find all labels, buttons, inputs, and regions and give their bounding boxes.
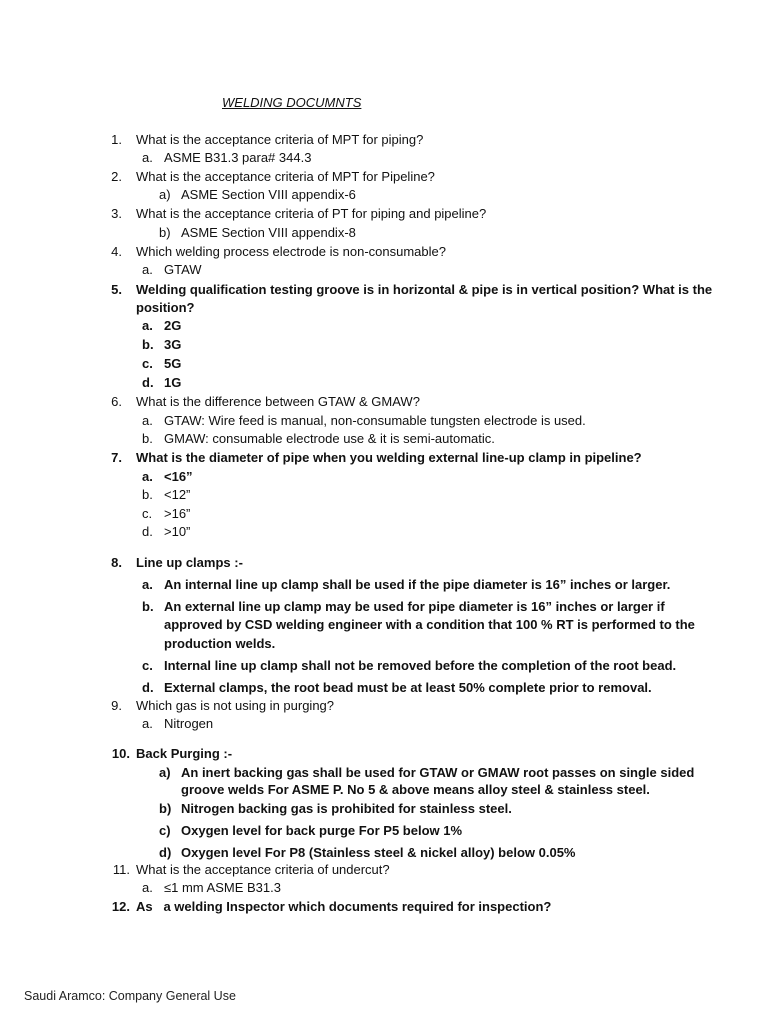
question-12-number: 12. — [111, 899, 130, 914]
option-marker: d. — [142, 680, 154, 695]
question-8-number: 8. — [111, 555, 122, 570]
question-4-text: Which welding process electrode is non-consumable? — [136, 244, 446, 259]
question-3-number: 3. — [111, 206, 122, 221]
option-text: Nitrogen backing gas is prohibited for stainless steel. — [181, 801, 512, 816]
option-marker: c) — [159, 823, 171, 838]
option-marker: d) — [159, 845, 172, 860]
option-marker: c. — [142, 506, 153, 521]
question-3-answer-marker: b) — [159, 225, 171, 240]
question-3-text: What is the acceptance criteria of PT for piping and pipeline? — [136, 206, 487, 221]
option-text: GTAW: Wire feed is manual, non-consumable tungsten electrode is used. — [164, 413, 586, 428]
question-1-answer-marker: a. — [142, 150, 153, 165]
option-marker: c. — [142, 658, 153, 673]
question-12-text: As a welding Inspector which documents required for inspection? — [136, 899, 552, 914]
option-text: 2G — [164, 318, 182, 333]
option-text-line2: groove welds For ASME P. No 5 & above means alloy steel & stainless steel. — [181, 782, 650, 797]
option-marker: a) — [159, 765, 171, 780]
option-text: Oxygen level For P8 (Stainless steel & nickel alloy) below 0.05% — [181, 845, 576, 860]
question-4-answer: GTAW — [164, 262, 202, 277]
question-2-text: What is the acceptance criteria of MPT for Pipeline? — [136, 169, 435, 184]
question-8-text: Line up clamps :- — [136, 555, 243, 570]
question-9-answer: Nitrogen — [164, 716, 214, 731]
option-text-line1: An external line up clamp may be used for pipe diameter is 16” inches or larger if — [164, 599, 665, 614]
option-marker: b. — [142, 431, 153, 446]
option-marker: d. — [142, 375, 154, 390]
question-9-answer-marker: a. — [142, 716, 153, 731]
question-1-answer: ASME B31.3 para# 344.3 — [164, 150, 312, 165]
option-marker: a. — [142, 318, 153, 333]
page-title: WELDING DOCUMNTS — [222, 95, 362, 110]
option-text: An internal line up clamp shall be used if the pipe diameter is 16” inches or larger. — [164, 577, 671, 592]
option-text: <12” — [164, 487, 191, 502]
question-10-text: Back Purging :- — [136, 746, 233, 761]
question-1-number: 1. — [111, 132, 122, 147]
option-marker: a. — [142, 469, 153, 484]
question-5-number: 5. — [111, 282, 122, 297]
question-2-answer-marker: a) — [159, 187, 171, 202]
option-text: >10” — [164, 524, 191, 539]
option-marker: b. — [142, 337, 154, 352]
option-text: 3G — [164, 337, 182, 352]
option-text-line1: An inert backing gas shall be used for GTAW or GMAW root passes on single sided — [181, 765, 695, 780]
question-2-number: 2. — [111, 169, 122, 184]
option-text-line2: approved by CSD welding engineer with a condition that 100 % RT is performed to the — [164, 617, 695, 632]
question-11-answer-marker: a. — [142, 880, 153, 895]
question-10-number: 10. — [111, 746, 130, 761]
option-marker: d. — [142, 524, 153, 539]
option-marker: b. — [142, 487, 153, 502]
question-7-number: 7. — [111, 450, 122, 465]
option-marker: c. — [142, 356, 153, 371]
question-11-answer: ≤1 mm ASME B31.3 — [164, 880, 281, 895]
option-marker: b. — [142, 599, 154, 614]
option-text: <16” — [164, 469, 193, 484]
question-7-text: What is the diameter of pipe when you welding external line-up clamp in pipeline? — [136, 450, 642, 465]
option-marker: a. — [142, 577, 153, 592]
footer-classification: Saudi Aramco: Company General Use — [24, 989, 236, 1003]
question-11-number: 11. — [112, 862, 130, 877]
option-text: Internal line up clamp shall not be removed before the completion of the root bead. — [164, 658, 677, 673]
question-4-number: 4. — [111, 244, 122, 259]
question-9-text: Which gas is not using in purging? — [136, 698, 335, 713]
question-1-text: What is the acceptance criteria of MPT for piping? — [136, 132, 424, 147]
option-text: GMAW: consumable electrode use & it is semi-automatic. — [164, 431, 495, 446]
question-5-text-line2: position? — [136, 300, 195, 315]
option-marker: b) — [159, 801, 172, 816]
question-6-number: 6. — [111, 394, 122, 409]
question-4-answer-marker: a. — [142, 262, 153, 277]
option-text: >16” — [164, 506, 191, 521]
option-text-line3: production welds. — [164, 636, 276, 651]
question-2-answer: ASME Section VIII appendix-6 — [181, 187, 356, 202]
question-9-number: 9. — [111, 698, 122, 713]
option-text: 5G — [164, 356, 182, 371]
option-text: External clamps, the root bead must be at least 50% complete prior to removal. — [164, 680, 652, 695]
question-11-text: What is the acceptance criteria of undercut? — [136, 862, 390, 877]
question-6-text: What is the difference between GTAW & GMAW? — [136, 394, 420, 409]
option-text: 1G — [164, 375, 182, 390]
question-5-text-line1: Welding qualification testing groove is in horizontal & pipe is in vertical position? What is the — [136, 282, 713, 297]
option-text: Oxygen level for back purge For P5 below 1% — [181, 823, 463, 838]
option-marker: a. — [142, 413, 153, 428]
question-3-answer: ASME Section VIII appendix-8 — [181, 225, 356, 240]
